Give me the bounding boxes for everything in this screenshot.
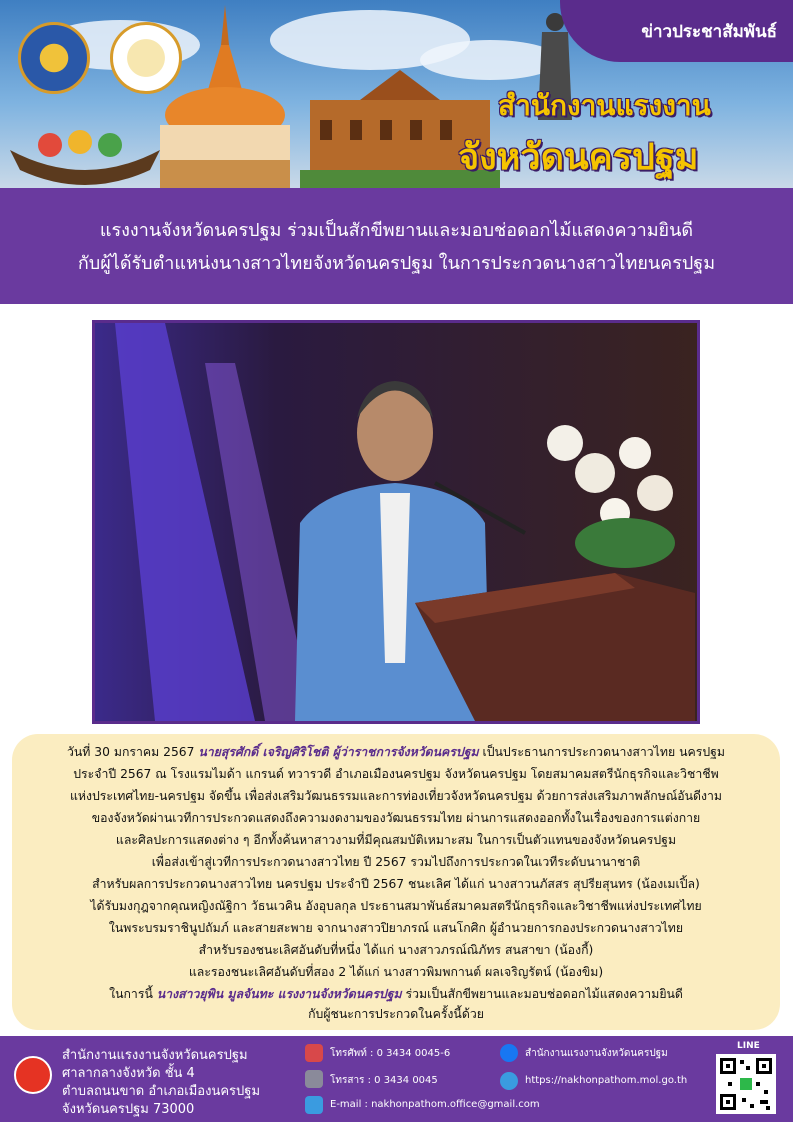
body-line: และศิลปะการแสดงต่าง ๆ อีกทั้งค้นหาสาวงามที่มีคุณสมบัติเหมาะสม ในการเป็นตัวแทนของจังหวัดนครปฐม <box>115 833 677 847</box>
body-line: ประจำปี 2567 ณ โรงแรมไมด้า แกรนด์ ทวารวดี อำเภอเมืองนครปฐม จังหวัดนครปฐม โดยสมาคมสตรีนักธุรกิจและวิชาชีพ <box>73 767 719 781</box>
event-photo <box>92 320 700 724</box>
agency-logo <box>18 22 90 94</box>
headline-line2: กับผู้ได้รับตำแหน่งนางสาวไทยจังหวัดนครปฐม ในการประกวดนางสาวไทยนครปฐม <box>77 253 716 274</box>
ministry-logo-icon <box>14 1056 52 1094</box>
fax-number: โทรสาร : 0 3434 0045 <box>330 1075 438 1086</box>
facebook-page[interactable]: สำนักงานแรงงานจังหวัดนครปฐม <box>525 1048 668 1059</box>
body-line: กับผู้ชนะการประกวดในครั้งนี้ด้วย <box>308 1007 484 1021</box>
line-qr-code[interactable] <box>716 1054 776 1114</box>
globe-icon <box>500 1072 518 1090</box>
body-line: ในการนี้ นางสาวยุพิน มูลจันทะ แรงงานจังหวัดนครปฐม ร่วมเป็นสักขีพยานและมอบช่อดอกไม้แสดงความยินดี <box>109 987 683 1001</box>
province-seal <box>110 22 182 94</box>
phone-number[interactable]: โทรศัพท์ : 0 3434 0045-6 <box>330 1048 451 1059</box>
email-icon <box>305 1096 323 1114</box>
fax-icon <box>305 1070 323 1088</box>
press-release-ribbon <box>560 0 793 62</box>
body-line: แห่งประเทศไทย-นครปฐม จัดขึ้น เพื่อส่งเสริมวัฒนธรรมและการท่องเที่ยวจังหวัดนครปฐม ด้วยการส่งเสริมภาพลักษณ์อันดีงาม <box>69 789 723 803</box>
press-release-label: ข่าวประชาสัมพันธ์ <box>641 22 777 42</box>
office-name-line2: จังหวัดนครปฐม <box>458 137 699 178</box>
body-line: เพื่อส่งเข้าสู่เวทีการประกวดนางสาวไทย ปี 2567 รวมไปถึงการประกวดในเวทีระดับนานาชาติ <box>151 855 641 869</box>
address-line4: จังหวัดนครปฐม 73000 <box>62 1102 195 1117</box>
office-name-line1: สำนักงานแรงงาน <box>498 89 711 122</box>
body-line: ในพระบรมราชินูปถัมภ์ และสายสะพาย จากนางสาวปิยาภรณ์ แสนโกศิก ผู้อำนวยการกองประกวดนางสาวไทย <box>108 921 684 935</box>
body-line: สำหรับรองชนะเลิศอันดับที่หนึ่ง ได้แก่ นางสาวภรณ์ณิภัทร สนสาขา (น้องกี้) <box>198 943 594 957</box>
address-line3: ตำบลถนนขาด อำเภอเมืองนครปฐม <box>62 1084 261 1099</box>
article-body <box>12 734 780 1030</box>
contact-footer <box>0 1036 793 1122</box>
email-address[interactable]: E-mail : nakhonpathom.office@gmail.com <box>330 1099 540 1110</box>
floating-market-illustration <box>10 100 160 188</box>
header-banner <box>0 0 793 188</box>
chedi-illustration <box>150 5 300 188</box>
website-link[interactable]: https://nakhonpathom.mol.go.th <box>525 1075 688 1086</box>
body-line: สำหรับผลการประกวดนางสาวไทย นครปฐม ประจำปี 2567 ชนะเลิศ ได้แก่ นางสาวนภัสสร สุปรียสุนทร (น้องเมเปิ้ล) <box>92 877 700 891</box>
headline-line1: แรงงานจังหวัดนครปฐม ร่วมเป็นสักขีพยานและมอบช่อดอกไม้แสดงความยินดี <box>99 220 694 241</box>
body-line: วันที่ 30 มกราคม 2567 นายสุรศักดิ์ เจริญศิริโชติ ผู้ว่าราชการจังหวัดนครปฐม เป็นประธานการประกวดนางสาวไทย นครปฐม <box>66 745 726 759</box>
body-line: และรองชนะเลิศอันดับที่สอง 2 ได้แก่ นางสาวพิมพกานต์ ผลเจริญรัตน์ (น้องขิม) <box>188 965 604 979</box>
body-line: ของจังหวัดผ่านเวทีการประกวดแสดงถึงความงดงามของวัฒนธรรมไทย ผ่านการแสดงออกทั้งในเรื่องของการแต่งกาย <box>91 811 701 825</box>
governor-name: นายสุรศักดิ์ เจริญศิริโชติ ผู้ว่าราชการจังหวัดนครปฐม <box>198 745 479 759</box>
address-line2: ศาลากลางจังหวัด ชั้น 4 <box>62 1066 195 1081</box>
phone-icon <box>305 1044 323 1062</box>
speaker-at-podium-image <box>95 323 697 721</box>
body-line: ได้รับมงกุฎจากคุณหญิงณัฐิกา วัธนเวคิน อังอุบลกุล ประธานสมาพันธ์สมาคมสตรีนักธุรกิจและวิชาชีพแห่งประเทศไทย <box>90 899 702 913</box>
address-line1: สำนักงานแรงงานจังหวัดนครปฐม <box>62 1048 248 1063</box>
headline-band <box>0 188 793 304</box>
labour-officer-name: นางสาวยุพิน มูลจันทะ แรงงานจังหวัดนครปฐม <box>156 987 402 1001</box>
line-label: LINE <box>737 1041 760 1051</box>
facebook-icon <box>500 1044 518 1062</box>
